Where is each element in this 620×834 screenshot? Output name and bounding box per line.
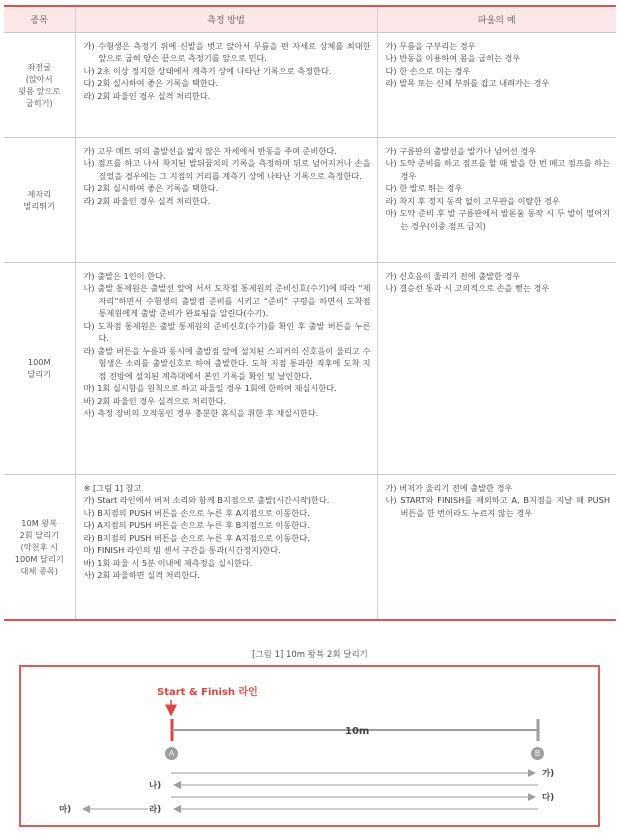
start-finish-label: Start & Finish 라인: [157, 687, 258, 698]
foul-item: 가) 버저가 울리기 전에 출발한 경우: [385, 482, 513, 493]
figure-caption: [그림 1] 10m 왕복 2회 달리기: [252, 650, 368, 660]
method-cell: [75, 137, 377, 262]
method-item: 나) B지점의 PUSH 버튼을 손으로 누른 후 A지점으로 이동한다.: [83, 507, 310, 518]
arrow-label-na: 나): [149, 781, 162, 791]
foul-cell: [377, 474, 616, 620]
foul-item: 나) 도약 준비를 하고 점프를 할 때 발을 한 번 떼고 점프를 하는 경우: [385, 158, 610, 181]
event-name-cell: [4, 32, 75, 137]
event-name-line: 100M: [27, 357, 51, 367]
foul-cell: [377, 137, 616, 262]
event-name-cell: [4, 262, 75, 474]
foul-item: 다) 한 발로 뛰는 경우: [385, 183, 463, 193]
method-item: 마) 1회 실시함을 원칙으로 하고 파울일 경우 1회에 한하여 재실시한다.: [83, 383, 337, 393]
arrow-label-da: 다): [542, 793, 555, 803]
foul-item: 라) 발목 또는 신체 부위를 잡고 내려가는 경우: [385, 78, 550, 88]
method-cell: [75, 474, 377, 620]
method-item: 바) 2회 파울인 경우 실격으로 처리한다.: [83, 395, 227, 406]
foul-item: 나) 결승선 통과 시 고의적으로 손을 뻗는 경우: [385, 283, 550, 293]
foul-item: 가) 무릎을 구부리는 경우: [385, 40, 476, 51]
method-item: 바) 1회 파울 시 5분 이내에 재측정을 실시한다.: [83, 557, 253, 568]
method-item: ※ [그림 1] 참고: [83, 482, 142, 493]
table-row: [4, 137, 616, 262]
table-row: [4, 262, 616, 474]
method-item: 라) 출발 버튼을 누름과 동시에 출발점 앞에 설치된 스피커의 신호음이 울리고 수험생은 소리를 출발신호로 하여 출발한다. 도착 지점 통과한 직후에 도착 지점 전방에 설치된 계측대에서 본인 기록을 확인 및 날인한다.: [83, 345, 371, 381]
arrow-label-ga: 가): [542, 769, 555, 779]
foul-item: 라) 착지 후 정지 동작 없이 고무판을 이탈한 경우: [385, 195, 560, 206]
foul-cell: [377, 32, 616, 137]
method-item: 가) Start 라인에서 버저 소리와 함께 B지점으로 출발(시간시작)한다.: [83, 495, 330, 505]
method-cell: [75, 262, 377, 474]
method-item: 다) 2회 실시하여 좋은 기록을 택한다.: [83, 78, 219, 88]
event-name-line: 멀리뛰기: [23, 200, 56, 211]
method-item: 가) 수험생은 측정기 위에 신발을 벗고 앉아서 무릎을 편 자세로 상체를 최대한 앞으로 굽혀 양손 끝으로 측정기를 앞으로 민다.: [83, 40, 371, 63]
distance-label: 10m: [345, 726, 370, 737]
arrow-label-ra: 라): [149, 805, 162, 815]
foul-cell: [377, 262, 616, 474]
method-cell: [75, 32, 377, 137]
method-item: 나) 2초 이상 정지한 상태에서 계측기 상에 나타난 기록으로 측정한다.: [83, 65, 332, 76]
foul-item: 가) 구름판의 출발선을 발가나 넘어선 경우: [385, 145, 537, 156]
foul-item: 나) 반동을 이용하여 몸을 굽히는 경우: [385, 53, 521, 63]
table-row: [4, 32, 616, 137]
method-item: 라) 2회 파울인 경우 실격 처리한다.: [83, 195, 211, 206]
event-name-line: 2회 달리기: [19, 529, 59, 540]
method-item: 다) A지점의 PUSH 버튼을 손으로 누른 후 B지점으로 이동한다.: [83, 520, 310, 530]
event-name-line: 10M 왕복: [21, 517, 58, 528]
event-name-cell: [4, 137, 75, 262]
event-name-line: 윗몸 앞으로: [18, 85, 61, 96]
header-event: 종목: [4, 6, 75, 32]
method-item: 사) 2회 파울하면 실격 처리한다.: [83, 570, 200, 580]
event-name-line: 대체 종목): [20, 565, 58, 576]
point-a-marker: A: [165, 747, 178, 760]
method-item: 다) 2회 실시하여 좋은 기록을 택한다.: [83, 183, 219, 193]
foul-item: 다) 한 손으로 미는 경우: [385, 65, 471, 76]
method-item: 나) 출발 통제원은 출발선 앞에 서서 도착점 통제원의 준비신호(수기)에 따라 “제자리”하면서 수험생의 출발점 준비를 시키고 “준비” 구령을 하면서 도착점 통제원에게 출발 준비가 완료됨을 알린다(수기).: [83, 283, 371, 318]
events-table: [4, 5, 616, 621]
foul-item: 마) 도약 준비 후 발 구름판에서 발돋움 동작 시 두 발이 떨어지는 경우(이중 점프 금지): [385, 208, 610, 231]
method-item: 나) 점프를 하고 나서 착지된 발뒤꿈치의 기록을 측정하며 뒤로 넘어지거나 손을 짚었을 경우에는 그 지점의 거리를 계측기 상에 나타난 기록으로 측정한다.: [83, 158, 371, 181]
figure-drawing: [21, 667, 598, 825]
table-header-row: [4, 6, 616, 32]
event-name-line: 좌전굴: [27, 61, 52, 72]
method-item: 가) 고무 매트 위의 출발선을 밟지 않은 자세에서 반동을 주며 준비한다.: [83, 145, 337, 156]
event-name-line: 달리기: [27, 369, 52, 379]
event-name-line: (악천후 시: [20, 541, 58, 552]
method-item: 사) 측정 장비의 오작동인 경우 충분한 휴식을 취한 후 재실시한다.: [83, 408, 319, 418]
method-item: 라) B지점의 PUSH 버튼을 손으로 누른 후 A지점으로 이동한다.: [83, 532, 310, 543]
method-item: 가) 출발은 1인이 한다.: [83, 270, 166, 281]
method-item: 마) FINISH 라인의 빔 센서 구간을 통과(시간정지)한다.: [83, 545, 281, 555]
foul-item: 나) START와 FINISH를 제외하고 A, B지점을 지날 때 PUSH 버튼을 한 번이라도 누르지 않는 경우: [385, 495, 610, 518]
shuttle-run-figure: [19, 665, 600, 827]
header-method: 측정 방법: [75, 6, 377, 32]
point-b-marker: B: [531, 747, 544, 760]
foul-item: 가) 신호음이 울리기 전에 출발한 경우: [385, 270, 521, 281]
method-item: 다) 도착점 통제원은 출발 통제원의 준비신호(수기)를 확인 후 출발 버튼을 누른다.: [83, 320, 371, 343]
table-row: [4, 474, 616, 620]
event-name-line: 100M 달리기: [14, 553, 64, 564]
event-name-line: (앉아서: [25, 73, 53, 84]
event-name-line: 제자리: [27, 188, 52, 199]
arrow-label-ma: 마): [59, 805, 72, 815]
event-name-line: 굽히기): [25, 97, 53, 108]
event-name-cell: [4, 474, 75, 620]
method-item: 라) 2회 파울인 경우 실격 처리한다.: [83, 90, 211, 101]
header-foul: 파울의 예: [377, 6, 616, 32]
